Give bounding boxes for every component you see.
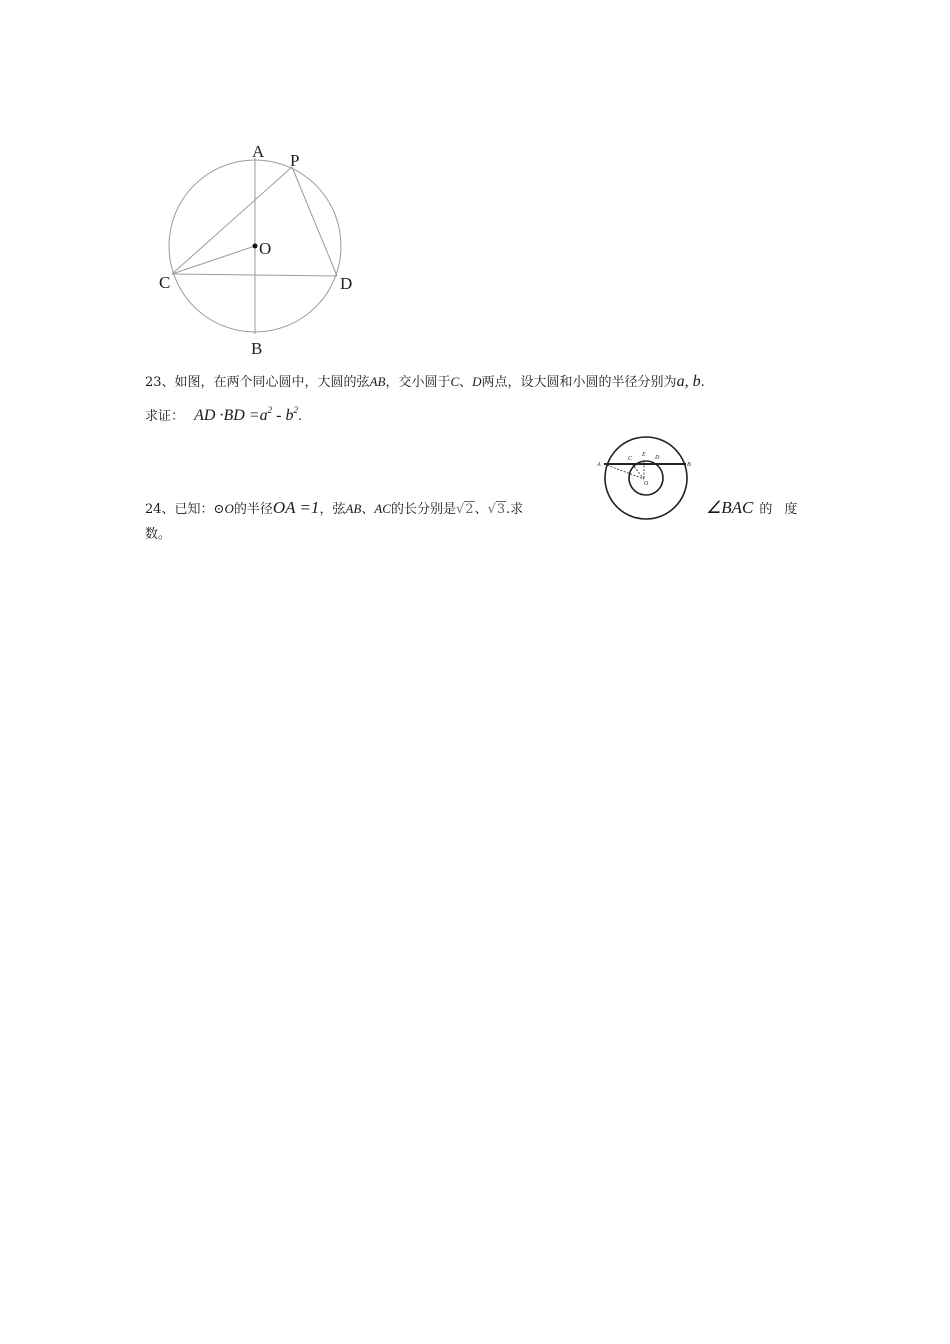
q23-prove-end: . [297,409,303,424]
q23-exp2: 2 [293,405,298,415]
q24-text-e: .求 [506,502,524,517]
outer-circle [605,437,687,519]
q24-text-d: 的长分别是 [390,502,456,517]
q24-text-g: 度 [784,502,798,517]
q23-ab: AB [369,374,386,389]
q24-line2-text: 数。 [145,527,172,542]
fig2-label-C: C [628,456,633,462]
q24-text-c: ，弦 [319,502,346,517]
label-C: C [159,273,171,292]
q24-text-f: 的 [759,502,773,517]
label-D: D [340,274,353,293]
label-P: P [290,151,300,170]
q23-prove-expr [194,407,298,424]
radical-sign-icon: √ [487,502,496,517]
q24-sep2: 、 [474,502,488,517]
q23-number: 23、 [145,375,175,390]
q23-sep: 、 [459,375,473,390]
q24-angle: ∠BAC [706,498,754,517]
q23-text-a: 如图，在两个同心圆中，大圆的弦 [174,375,370,390]
q24-sep: 、 [361,502,375,517]
q24-ab: AB [345,501,362,516]
q23-radii: a, b [676,373,701,390]
q24-angle-part [706,499,797,519]
q24-oa-expr: OA =1 [272,498,320,517]
q24-line2 [145,526,171,544]
label-A: A [252,142,265,161]
q24-text-a: 已知：⊙ [174,502,225,517]
q23-line2 [145,401,302,426]
circle-figure-1 [140,130,380,370]
radical-sign-icon: √ [456,502,465,517]
q24-ac: AC [374,501,391,516]
q23-exp1: 2 [267,405,273,415]
q24-o: O [224,501,234,516]
q23-c: C [450,374,460,389]
q24-number: 24、 [145,502,175,517]
q23-end: . [700,375,705,390]
q23-text-c: 两点，设大圆和小圆的半径分别为 [481,375,677,390]
q24-text-b: 的半径 [233,502,273,517]
q24-line1 [145,499,523,519]
q23-text-b: ，交小圆于 [385,375,451,390]
center-dot [253,244,258,249]
q23-line1 [145,373,705,392]
fig2-label-B: B [687,462,691,468]
q24-sqrt3: √3 [487,502,506,517]
q23-prove-label: 求证： [145,409,185,424]
concentric-circles-figure [594,428,700,530]
label-O: O [259,239,272,258]
q23-minus: - b [272,407,294,424]
chord-CP [172,167,292,274]
fig2-label-D: D [655,455,660,461]
segment-CO [172,246,255,274]
fig2-label-A: A [597,462,601,468]
inner-circle [629,461,663,495]
fig2-label-E: E [642,452,646,458]
segment-AO [604,464,644,479]
q24-sqrt2: √2 [456,502,474,517]
fig2-label-O: O [644,481,649,487]
label-B: B [251,339,263,358]
q23-prove-lhs: AD ·BD =a [194,407,268,424]
q23-d: D [472,374,482,389]
